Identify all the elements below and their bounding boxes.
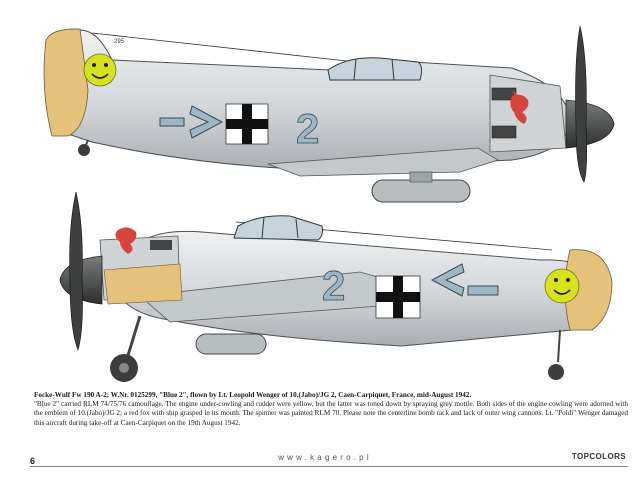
- yellow-rudder: [44, 29, 88, 136]
- profile-caption: [34, 391, 628, 428]
- propeller-bottom: [70, 192, 83, 350]
- smiley-emblem-icon-bottom: [545, 269, 579, 303]
- propeller: [576, 26, 587, 182]
- spinner: [566, 100, 614, 148]
- aircraft-top-profile: [44, 26, 614, 202]
- footer-divider: [30, 466, 628, 467]
- aircraft-bottom-profile: [60, 192, 612, 382]
- canopy: [328, 58, 422, 80]
- caption-body: "Blue 2" carried RLM 74/75/76 camouflage. The engine under-cowling and rudder were yellow, but the latter was toned down by spraying grey mottle. Both sides of the engine cowling were adorned with the emblem of 10.(Jabo)/JG 2; a red fox with ship grasped in its mouth. The spinner was painted RLM 70. Please note the centerline bomb rack and lack of outer wing cannons. Lt. "Poldi" Wenger damaged this aircraft during take-off at Caen-Carpiquet on the 19th August 1942.: [34, 400, 628, 427]
- caption-heading: Focke-Wulf Fw 190 A-2; W.Nr. 0125299, "Blue 2", flown by Lt. Leopold Wenger of 10.(Jabo)/JG 2, Caen-Carpiquet, France, mid-August 1942.: [34, 391, 472, 399]
- fuselage-code-bottom: 2: [322, 262, 346, 309]
- website-url: www.kagero.pl: [278, 453, 372, 462]
- smiley-emblem-icon: [84, 54, 116, 86]
- balkenkreuz-marking: [226, 104, 268, 144]
- canopy-bottom: [234, 216, 323, 240]
- series-title: TOPCOLORS: [571, 452, 626, 461]
- fuselage-code-top: 2: [296, 105, 320, 152]
- balkenkreuz-marking-bottom: [376, 276, 420, 318]
- page-number: 6: [30, 456, 36, 466]
- tail-code: 295: [114, 39, 125, 45]
